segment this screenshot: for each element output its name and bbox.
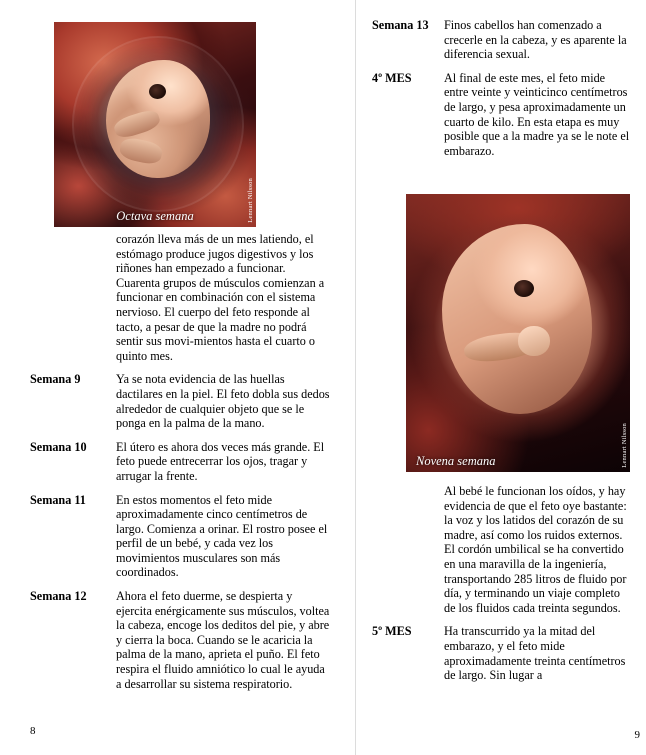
page-number-right: 9 — [634, 729, 640, 741]
entry-cuarto-mes — [372, 71, 630, 159]
entry-text: Finos cabellos han comenzado a crecerle en la cabeza, y es aparente la diferencia sexual. — [444, 18, 627, 62]
photo-caption-left: Octava semana — [116, 209, 194, 223]
left-page-column — [30, 18, 330, 738]
page-spine-divider — [355, 0, 356, 755]
fetus-photo-week-nine — [406, 194, 630, 472]
right-paragraph: Al bebé le funcionan los oídos, y hay evidencia de que el feto oye bastante: la voz y los latidos del corazón de su madre, así como los ruidos externos. El cordón umbilical se ha convertido en una maravilla de la ingeniería, transportando 285 litros de fluido por día, y terminando un viaje completo de los fluidos cada treinta segundos. — [444, 484, 627, 615]
fetus-eye-shape — [514, 280, 534, 297]
right-page-column — [372, 18, 630, 738]
entry-quinto-mes — [372, 624, 630, 682]
entry-label: 5º MES — [372, 624, 412, 639]
entry-text: Ha transcurrido ya la mitad del embarazo, y el feto mide aproximadamente treinta centímetros de largo. Sin lugar a — [444, 624, 626, 683]
page-number-left: 8 — [30, 725, 36, 737]
entry-semana-13 — [372, 18, 630, 62]
entry-label: 4º MES — [372, 70, 412, 85]
embryo-eye-shape — [149, 84, 166, 99]
embryo-photo-week-eight — [54, 22, 256, 227]
entry-text: En estos momentos el feto mide aproximadamente cinco centímetros de largo. Comienza a orinar. El rostro posee el perfil de un bebé, y cada vez los movimientos musculares son más coordinados. — [116, 492, 328, 580]
entry-semana-12 — [30, 589, 330, 691]
entry-label: Semana 9 — [30, 372, 81, 387]
entry-semana-10 — [30, 440, 330, 484]
entry-text: Al final de este mes, el feto mide entre veinte y veinticinco centímetros de largo, y pesa aproximadamente un cuarto de kilo. En esta etapa es muy posible que a la madre ya se le note el embarazo. — [444, 70, 630, 158]
entry-text: El útero es ahora dos veces más grande. El feto puede entrecerrar los ojos, tragar y arrugar la frente. — [116, 439, 325, 483]
photo-credit-right: Lennart Nilsson — [620, 423, 628, 468]
entry-label: Semana 13 — [372, 18, 429, 32]
photo-credit-left: Lennart Nilsson — [246, 178, 254, 223]
entry-text: Ahora el feto duerme, se despierta y ejercita enérgicamente sus músculos, voltea la cabeza, encoge los deditos del pie, y abre y cierra la boca. Cuando se le acaricia la palma de la mano, aprieta el puño. El feto respira el fluido amniótico lo cual le ayuda a desarrollar su sistema respiratorio. — [116, 589, 330, 691]
entry-label: Semana 12 — [30, 589, 87, 604]
entry-semana-11 — [30, 493, 330, 581]
photo-caption-right: Novena semana — [416, 454, 496, 468]
fetus-body-shape — [442, 224, 592, 414]
left-lead-paragraph: corazón lleva más de un mes latiendo, el estómago produce jugos digestivos y los riñones han empezado a funcionar. Cuarenta grupos de músculos comienzan a funcionar en combinación con el sistema nervioso. El cuerpo del feto responde al tacto, a pesar de que la madre no podrá sentir sus movi-mientos hasta el cuarto o quinto mes. — [116, 232, 325, 363]
entry-semana-9 — [30, 372, 330, 430]
entry-label: Semana 10 — [30, 439, 87, 454]
entry-text: Ya se nota evidencia de las huellas dactilares en la piel. El feto dobla sus dedos alrededor de cualquier objeto que se le ponga en la palma de la mano. — [116, 372, 330, 431]
entry-label: Semana 11 — [30, 492, 86, 507]
fetus-hand-shape — [518, 326, 550, 356]
